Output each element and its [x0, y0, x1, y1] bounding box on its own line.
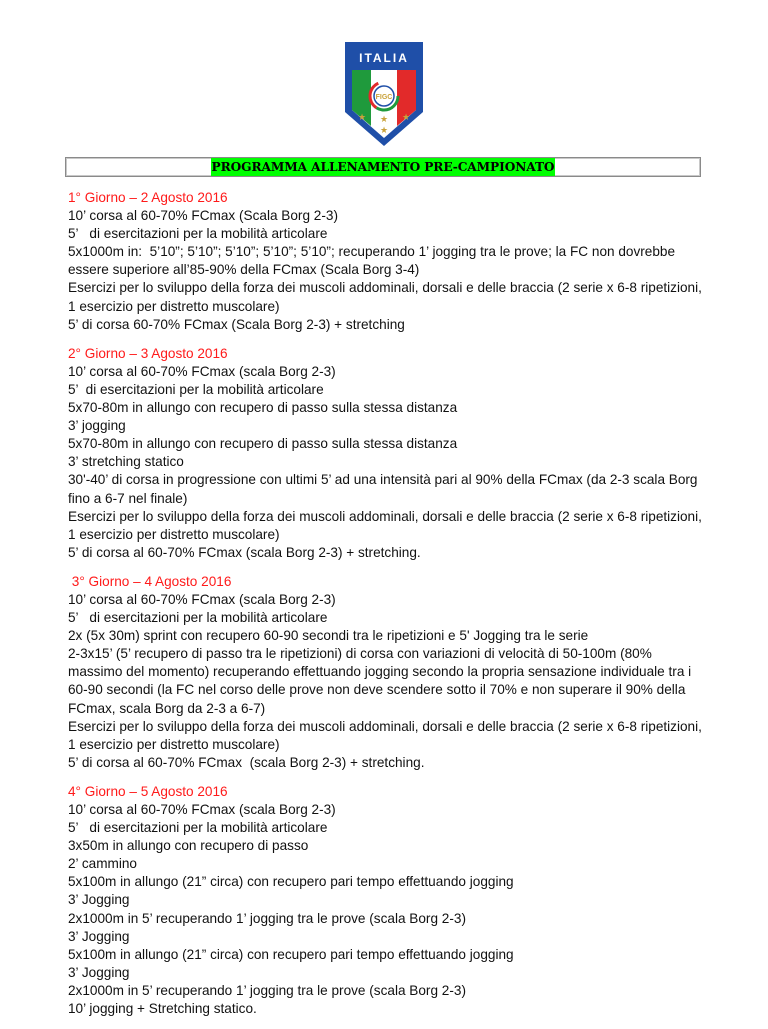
- exercise-line: 2x (5x 30m) sprint con recupero 60-90 secondi tra le ripetizioni e 5' Jogging tra le serie: [68, 628, 589, 644]
- exercise-line: 5’ di esercitazioni per la mobilità articolare: [68, 820, 328, 836]
- exercise-line: 10’ corsa al 60-70% FCmax (Scala Borg 2-3): [68, 208, 338, 224]
- exercise-line: 10’ corsa al 60-70% FCmax (scala Borg 2-3): [68, 591, 336, 607]
- exercise-line: 5x100m in allungo (21” circa) con recupero pari tempo effettuando jogging: [68, 946, 514, 962]
- exercise-line: 5x70-80m in allungo con recupero di passo sulla stessa distanza: [68, 436, 458, 452]
- day-heading: 3° Giorno – 4 Agosto 2016: [68, 573, 232, 589]
- day-section: [68, 573, 708, 772]
- exercise-line: 30'-40’ di corsa in progressione con ultimi 5’ ad una intensità pari al 90% della FCmax (da 2-3 scala Borg fino a 6-7 nel finale): [68, 472, 702, 506]
- exercise-line: 2’ cammino: [68, 856, 137, 872]
- exercise-line: 5x70-80m in allungo con recupero di passo sulla stessa distanza: [68, 400, 458, 416]
- exercise-line: 3’ Jogging: [68, 928, 130, 944]
- exercise-line: 5x1000m in: 5’10”; 5’10”; 5’10”; 5’10”; 5’10”; recuperando 1’ jogging tra le prove; la FC non dovrebbe essere superiore all’85-90% della FCmax (Scala Borg 3-4): [68, 244, 679, 278]
- exercise-line: 5’ di corsa al 60-70% FCmax (scala Borg 2-3) + stretching.: [68, 544, 421, 560]
- exercise-line: 3’ Jogging: [68, 964, 130, 980]
- exercise-line: 5’ di corsa al 60-70% FCmax (scala Borg 2-3) + stretching.: [68, 754, 425, 770]
- svg-text:★: ★: [357, 112, 367, 122]
- svg-text:★: ★: [379, 125, 389, 135]
- exercise-line: 10’ corsa al 60-70% FCmax (scala Borg 2-3): [68, 802, 336, 817]
- exercise-line: 3’ stretching statico: [68, 454, 184, 470]
- page-title: PROGRAMMA ALLENAMENTO PRE-CAMPIONATO: [211, 160, 555, 174]
- day-section: [68, 783, 708, 1018]
- title-box: [65, 157, 701, 177]
- exercise-line: 5x100m in allungo (21” circa) con recupero pari tempo effettuando jogging: [68, 874, 514, 890]
- day-heading: 4° Giorno – 5 Agosto 2016: [68, 783, 228, 799]
- exercise-line: Esercizi per lo sviluppo della forza dei muscoli addominali, dorsali e delle braccia (2 serie x 6-8 ripetizioni, 1 esercizio per distretto muscolare): [68, 280, 706, 314]
- logo-badge: FIGC: [375, 94, 393, 101]
- day-section: [68, 189, 708, 334]
- training-program: [68, 189, 708, 1029]
- svg-text:★: ★: [379, 114, 389, 124]
- exercise-line: 3’ Jogging: [68, 892, 130, 908]
- svg-text:★: ★: [401, 112, 411, 122]
- exercise-line: 2x1000m in 5’ recuperando 1’ jogging tra le prove (scala Borg 2-3): [68, 982, 466, 998]
- exercise-line: 5’ di esercitazioni per la mobilità articolare: [68, 226, 328, 242]
- figc-shield-icon: [343, 40, 425, 148]
- exercise-line: 2x1000m in 5’ recuperando 1’ jogging tra le prove (scala Borg 2-3): [68, 910, 466, 926]
- exercise-line: 3x50m in allungo con recupero di passo: [68, 838, 309, 854]
- day-heading: 1° Giorno – 2 Agosto 2016: [68, 190, 228, 205]
- exercise-line: Esercizi per lo sviluppo della forza dei muscoli addominali, dorsali e delle braccia (2 serie x 6-8 ripetizioni, 1 esercizio per distretto muscolare): [68, 718, 706, 752]
- logo-label: ITALIA: [359, 51, 409, 65]
- day-section: [68, 345, 708, 562]
- exercise-line: 5’ di esercitazioni per la mobilità articolare: [68, 381, 324, 397]
- exercise-line: 5’ di esercitazioni per la mobilità articolare: [68, 610, 328, 626]
- exercise-line: 10’ corsa al 60-70% FCmax (scala Borg 2-3): [68, 363, 336, 379]
- day-heading: 2° Giorno – 3 Agosto 2016: [68, 345, 228, 361]
- exercise-line: 5’ di corsa 60-70% FCmax (Scala Borg 2-3) + stretching: [68, 316, 405, 332]
- exercise-line: Esercizi per lo sviluppo della forza dei muscoli addominali, dorsali e delle braccia (2 serie x 6-8 ripetizioni, 1 esercizio per distretto muscolare): [68, 508, 706, 542]
- exercise-line: 2-3x15’ (5’ recupero di passo tra le ripetizioni) di corsa con variazioni di velocità di 50-100m (80% massimo del momento) recuperando effettuando jogging secondo la propria sensazione individuale tra i 60-90 secondi (la FC nel corso delle prove non deve scendere sotto il 70% e non superare il 90% della FCmax, scala Borg da 2-3 a 6-7): [68, 646, 695, 716]
- exercise-line: 10’ jogging + Stretching statico.: [68, 1001, 257, 1017]
- figc-logo: [343, 40, 425, 148]
- exercise-line: 3’ jogging: [68, 418, 126, 434]
